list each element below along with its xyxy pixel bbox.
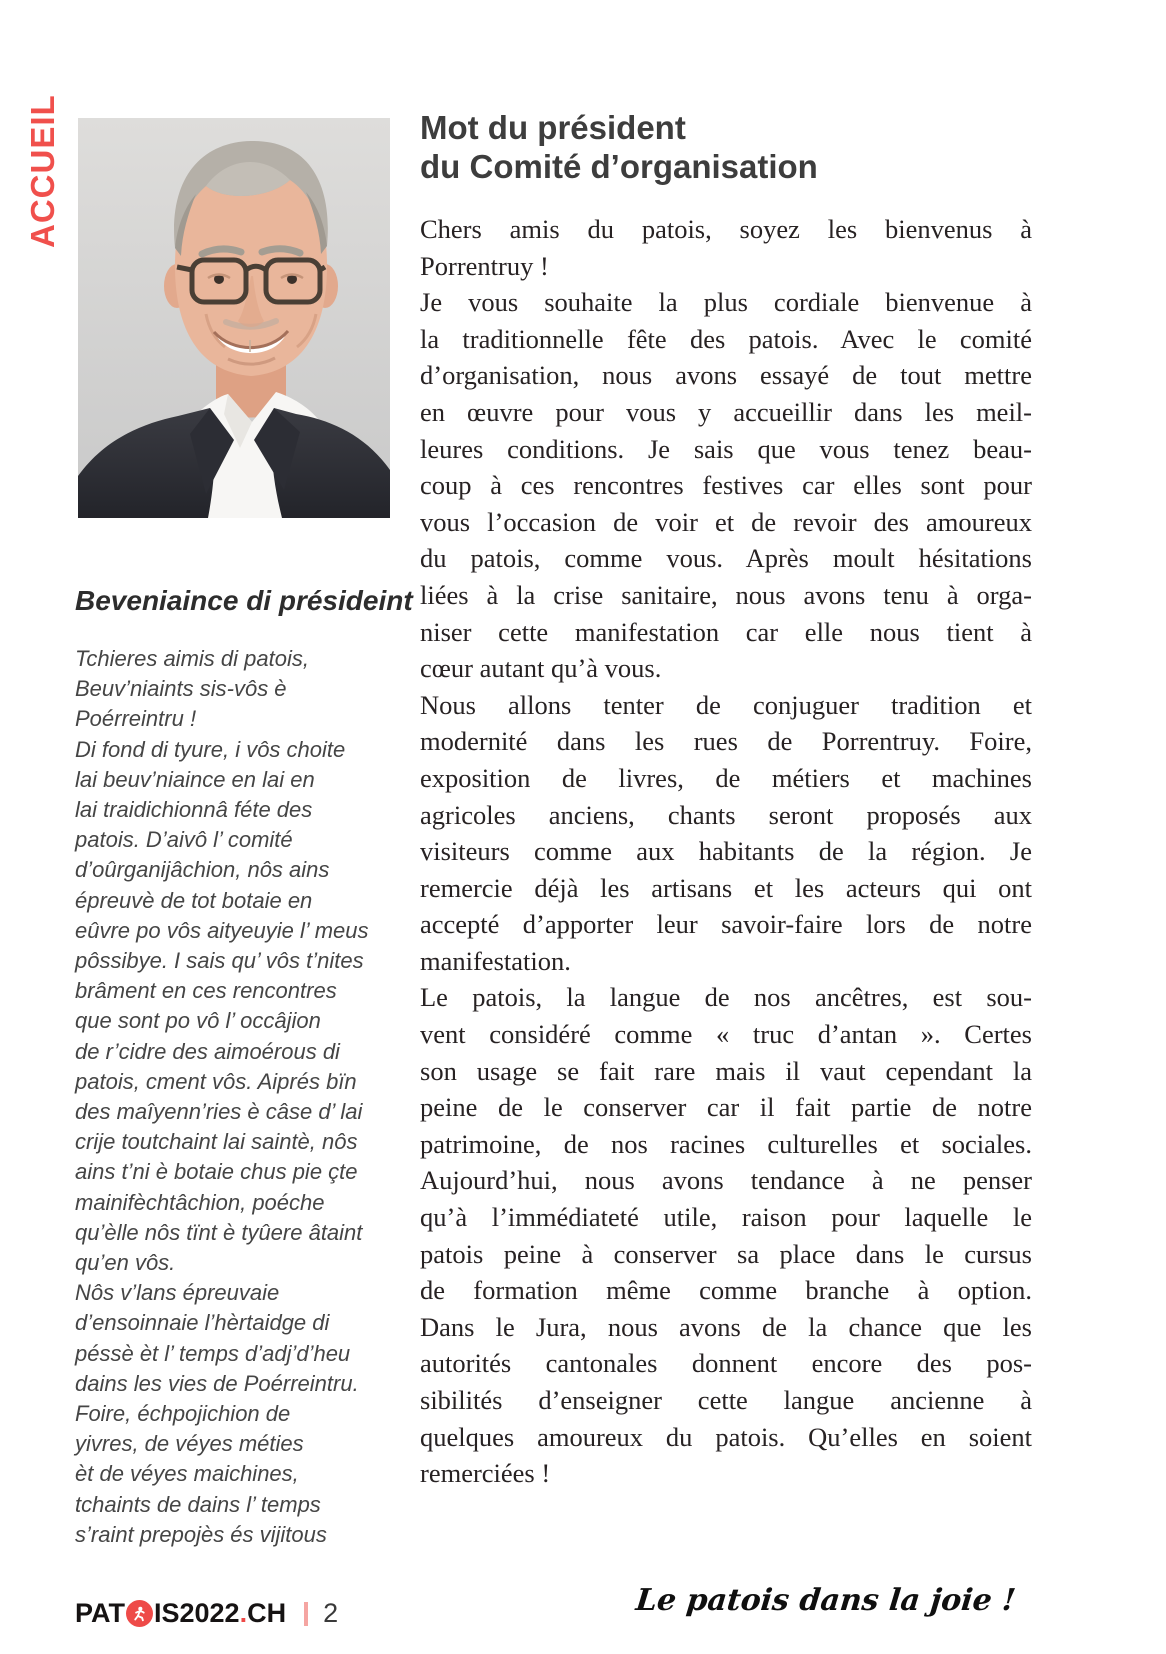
text-line: de formation même comme branche à option. (420, 1275, 1032, 1306)
article (420, 108, 1032, 1492)
text-line: cœur autant qu’à vous. (420, 653, 662, 684)
patois-dancer-icon (126, 1600, 153, 1627)
text-line: du patois, comme vous. Après moult hésitations (420, 543, 1032, 574)
portrait-illustration (78, 118, 390, 518)
page-number: 2 (323, 1598, 339, 1628)
text-line: péssè èt l’ temps d’adj’d’heu (75, 1340, 351, 1366)
text-line: remercie déjà les artisans et les acteurs qui ont (420, 872, 1032, 903)
text-line: èt de véyes maichines, (75, 1461, 299, 1487)
text-line: patois peine à conserver sa place dans le cursus (420, 1238, 1032, 1269)
text-line: dains les vies de Poérreintru. (75, 1370, 359, 1396)
president-portrait-photo (78, 118, 390, 518)
text-line: lai traidichionnâ féte des (75, 797, 313, 823)
text-line: patois, cment vôs. Aiprés bïn (75, 1068, 357, 1094)
text-line: d’oûrganijâchion, nôs ains (75, 857, 330, 883)
text-line: qu’à l’immédiateté utile, raison pour laquelle le (420, 1202, 1032, 1233)
text-line: qu’en vôs. (75, 1250, 176, 1276)
text-line: quelques amoureux du patois. Qu’elles en soient (420, 1421, 1032, 1452)
text-line: yivres, de véyes méties (75, 1431, 304, 1457)
text-line: vent considéré comme « truc d’antan ». Certes (420, 1019, 1032, 1050)
text-line: patois. D’aivô l’ comité (75, 827, 293, 853)
slogan: Le patois dans la joie ! (633, 1583, 1017, 1618)
text-line: Je vous souhaite la plus cordiale bienvenue à (420, 287, 1032, 318)
text-line: Aujourd’hui, nous avons tendance à ne penser (420, 1165, 1032, 1196)
text-line: agricoles anciens, chants seront proposés aux (420, 799, 1032, 830)
logo-text-is2022: IS2022 (154, 1598, 240, 1628)
footer-separator (304, 1602, 308, 1626)
text-line: sibilités d’enseigner cette langue ancienne à (420, 1385, 1032, 1415)
text-line: lai beuv’niaince en lai en (75, 766, 315, 792)
text-line: son usage se fait rare mais il vaut cependant la (420, 1055, 1032, 1086)
text-line: Nôs v’lans épreuvaie (75, 1280, 280, 1306)
text-line: remerciées ! (420, 1458, 551, 1489)
text-line: Foire, échpojichion de (75, 1401, 291, 1427)
article-title (420, 108, 1032, 186)
text-line: Nous allons tenter de conjuguer tradition et (420, 689, 1032, 720)
logo-dot: . (239, 1598, 248, 1628)
article-title-line1: Mot du président (420, 109, 686, 146)
text-line: Tchieres aimis di patois, (75, 646, 309, 671)
text-line: de r’cidre des aimoérous di (75, 1038, 340, 1064)
text-line: s’raint prepojès és vijitous (75, 1521, 327, 1547)
text-line: que sont po vô l’ occâjion (75, 1008, 321, 1034)
text-line: Di fond di tyure, i vôs choite (75, 736, 346, 762)
text-line: manifestation. (420, 945, 571, 976)
text-line: vous l’occasion de voir et de revoir des amoureux (420, 506, 1032, 537)
text-line: autorités cantonales donnent encore des pos- (420, 1348, 1032, 1379)
text-line: modernité dans les rues de Porrentruy. Foire, (420, 726, 1032, 757)
text-line: exposition de livres, de métiers et machines (420, 762, 1032, 793)
text-line: qu’èlle nôs tïnt è tyûere âtaint (75, 1219, 363, 1245)
text-line: épreuvè de tot botaie en (75, 887, 313, 913)
text-line: Chers amis du patois, soyez les bienvenus à (420, 214, 1032, 244)
text-line: ains t’ni è botaie chus pie çte (75, 1159, 358, 1185)
text-line: patrimoine, de nos racines culturelles et sociales. (420, 1128, 1032, 1159)
text-line: Poérreintru ! (75, 706, 197, 732)
text-line: leures conditions. Je sais que vous tenez beau- (420, 433, 1032, 464)
text-line: Beuv’niaints sis-vôs è (75, 676, 287, 702)
text-line: pôssibye. I sais qu’ vôs t’nites (75, 948, 364, 974)
text-line: liées à la crise sanitaire, nous avons tenu à orga- (420, 579, 1032, 610)
logo-text-ch: CH (247, 1598, 287, 1628)
article-title-line2: du Comité d’organisation (420, 148, 818, 185)
text-line: Porrentruy ! (420, 250, 549, 281)
text-line: accepté d’apporter leur savoir-faire lors de notre (420, 909, 1032, 940)
text-line: en œuvre pour vous y accueillir dans les meil- (420, 396, 1032, 427)
patois-text (75, 644, 415, 1550)
text-line: d’ensoinnaie l’hèrtaidge di (75, 1310, 330, 1336)
section-label: ACCUEIL (24, 94, 61, 248)
patois-heading: Beveniaince di présideint (75, 585, 413, 616)
text-line: eûvre po vôs aityeuyie l’ meus (75, 917, 369, 943)
text-line: crije toutchaint lai saintè, nôs (75, 1129, 358, 1155)
text-line: tchaints de dains l’ temps (75, 1491, 321, 1517)
site-logo (75, 1598, 286, 1629)
text-line: brâment en ces rencontres (75, 978, 337, 1004)
text-line: Dans le Jura, nous avons de la chance que les (420, 1311, 1032, 1342)
text-line: visiteurs comme aux habitants de la région. Je (420, 836, 1032, 867)
text-line: mainifèchtâchion, poéche (75, 1189, 325, 1215)
text-line: d’organisation, nous avons essayé de tout mettre (420, 360, 1032, 391)
article-body (420, 211, 1032, 1492)
text-line: niser cette manifestation car elle nous tient à (420, 616, 1032, 647)
text-line: peine de le conserver car il fait partie de notre (420, 1092, 1032, 1123)
text-line: la traditionnelle fête des patois. Avec le comité (420, 323, 1032, 354)
footer (75, 1598, 338, 1629)
text-line: Le patois, la langue de nos ancêtres, est sou- (420, 982, 1032, 1013)
logo-text-pat: PAT (75, 1598, 125, 1628)
text-line: des maîyenn’ries è câse d’ lai (75, 1099, 363, 1125)
text-line: coup à ces rencontres festives car elles sont pour (420, 470, 1032, 501)
